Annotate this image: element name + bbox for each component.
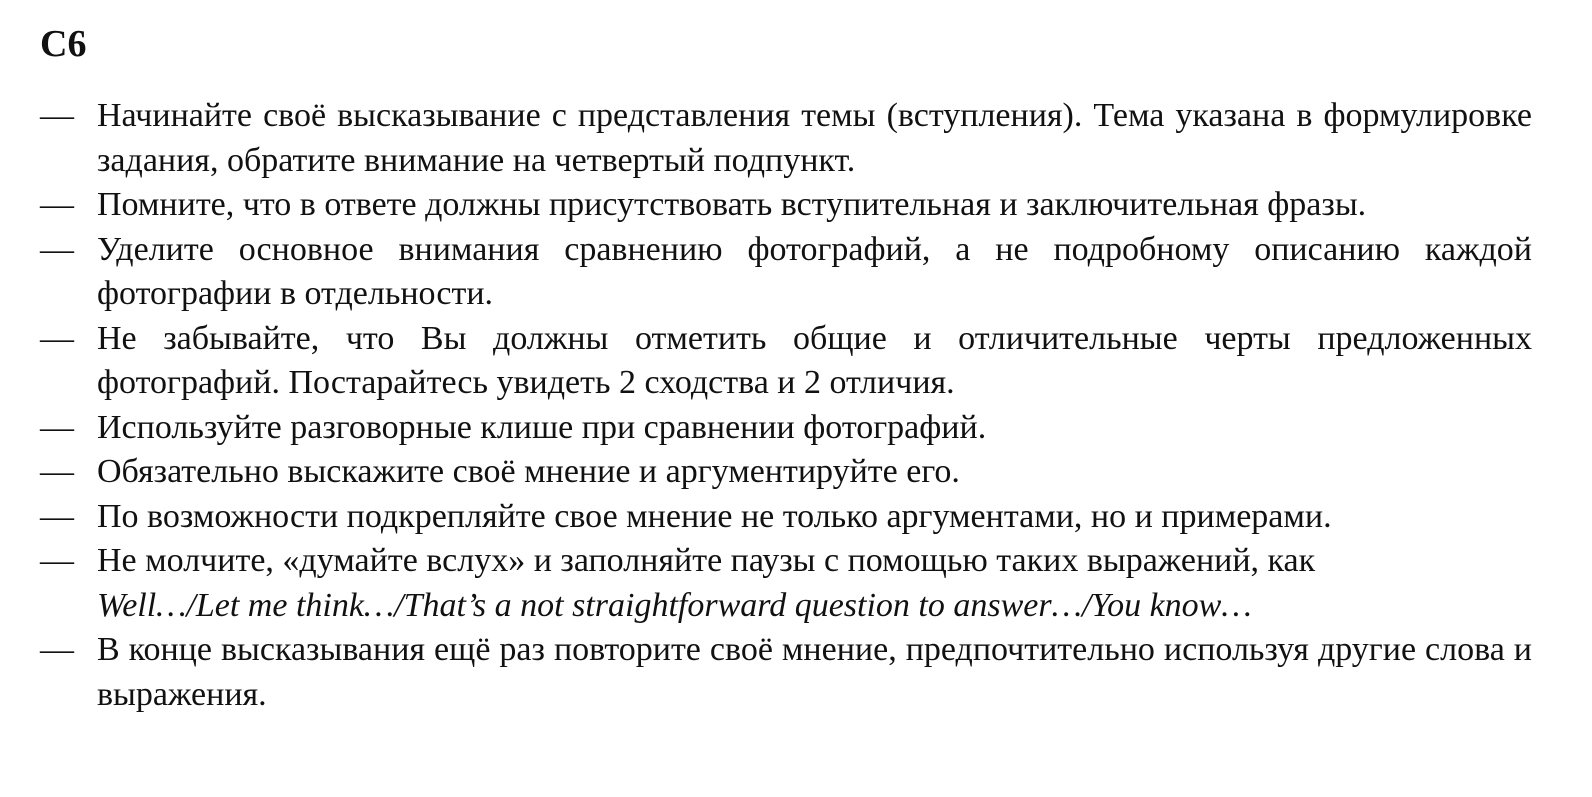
bullet-dash: — [40, 230, 74, 268]
list-item-text: Начинайте своё высказывание с представления темы (вступления). Тема указана в формулировке задания, обратите внимание на четвертый подпункт. [97, 97, 1532, 179]
list-item [40, 317, 1532, 406]
list-item [40, 495, 1532, 540]
list-item [40, 450, 1532, 495]
bullet-dash: — [40, 631, 74, 668]
example-phrases: Well…/Let me think…/That’s a not straightforward question to answer…/You know… [97, 586, 1252, 624]
bullet-dash: — [40, 453, 74, 490]
list-item-text: Обязательно выскажите своё мнение и аргументируйте его. [97, 453, 960, 490]
list-item-text: Помните, что в ответе должны присутствовать вступительная и заключительная фразы. [97, 186, 1367, 223]
list-item [40, 183, 1532, 228]
list-item-text: По возможности подкрепляйте свое мнение не только аргументами, но и примерами. [97, 497, 1332, 535]
list-item [40, 628, 1532, 717]
list-item [40, 228, 1532, 317]
section-heading: С6 [40, 23, 87, 65]
list-item-text: Не забывайте, что Вы должны отметить общие и отличительные черты предложенных фотографий. Постарайтесь увидеть 2 сходства и 2 отличия. [97, 319, 1532, 401]
bullet-dash: — [40, 97, 74, 134]
list-item-text: В конце высказывания ещё раз повторите своё мнение, предпочтительно используя другие слова и выражения. [97, 631, 1532, 713]
tips-list [40, 94, 1532, 717]
bullet-dash: — [40, 408, 74, 446]
bullet-dash: — [40, 497, 74, 535]
list-item [40, 94, 1532, 183]
list-item [40, 406, 1532, 451]
bullet-dash: — [40, 542, 74, 579]
list-item-text: Уделите основное внимания сравнению фотографий, а не подробному описанию каждой фотографии в отдельности. [97, 230, 1532, 312]
list-item [40, 539, 1532, 628]
list-item-text: Используйте разговорные клише при сравнении фотографий. [97, 408, 987, 446]
bullet-dash: — [40, 319, 74, 357]
list-item-text: Не молчите, «думайте вслух» и заполняйте паузы с помощью таких выражений, как [97, 542, 1316, 579]
bullet-dash: — [40, 186, 74, 223]
